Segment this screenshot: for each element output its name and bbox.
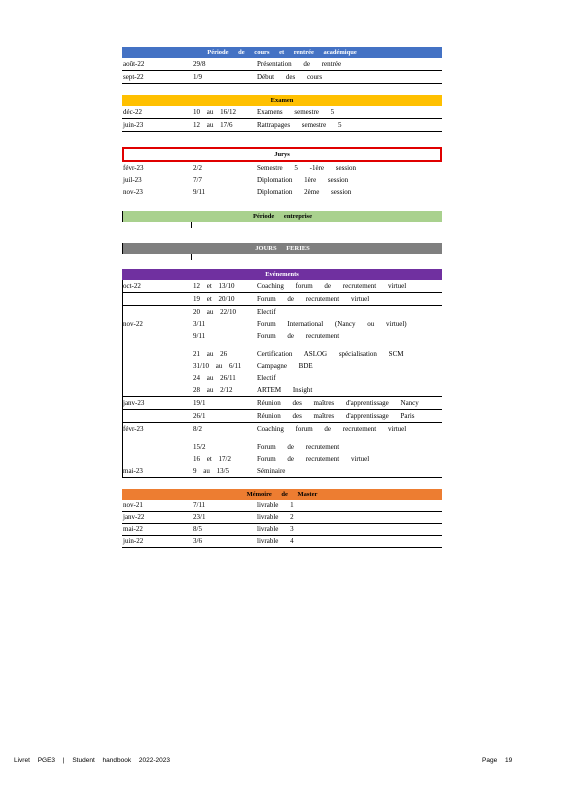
event-cell: Examens semestre 5 (257, 108, 335, 116)
row-marker (122, 330, 123, 342)
date-cell: 7/7 (193, 176, 202, 184)
table-row (122, 293, 442, 306)
section-feries-header: JOURS FERIES (122, 243, 442, 254)
event-cell: Rattrapages semestre 5 (257, 121, 342, 129)
section-evenements-header: Evénements (122, 269, 442, 280)
event-cell: Electif (257, 374, 276, 382)
table-row (122, 384, 442, 397)
event-cell: Réunion des maîtres d'apprentissage Nancy (257, 399, 419, 407)
section-jurys-header: Jurys (122, 147, 442, 162)
table-row (122, 512, 442, 524)
table-row (122, 318, 442, 330)
date-cell: 8/5 (193, 525, 202, 533)
table-row (122, 536, 442, 548)
month-cell: oct-22 (123, 282, 141, 290)
event-cell: livrable 4 (257, 537, 294, 545)
date-cell: 19 et 20/10 (193, 295, 235, 303)
event-cell: Début des cours (257, 73, 323, 81)
row-marker (122, 293, 123, 305)
event-cell: Semestre 5 -1ère session (257, 164, 357, 172)
table-row (122, 174, 442, 186)
event-cell: Coaching forum de recrutement virtuel (257, 282, 407, 290)
date-cell: 9/11 (193, 332, 206, 340)
table-row (122, 119, 442, 132)
section-entreprise-header: Période entreprise (122, 211, 442, 222)
section-evenements (122, 269, 442, 478)
date-cell: 20 au 22/10 (193, 308, 237, 316)
section-jurys (122, 147, 442, 198)
date-cell: 12 au 17/6 (193, 121, 233, 129)
table-row (122, 410, 442, 423)
date-cell: 1/9 (193, 73, 202, 81)
event-cell: Electif (257, 308, 276, 316)
table-row (122, 186, 442, 198)
table-row (122, 162, 442, 174)
page-number: Page 19 (482, 757, 513, 764)
date-cell: 26/1 (193, 412, 206, 420)
event-cell: Forum International (Nancy ou virtuel) (257, 320, 407, 328)
table-row (122, 360, 442, 372)
section-memoire-header: Mémoire de Master (122, 489, 442, 500)
date-cell: 15/2 (193, 443, 206, 451)
row-marker (122, 372, 123, 384)
section-feries (122, 243, 442, 260)
table-row (122, 423, 442, 435)
column-divider (191, 254, 192, 260)
date-cell: 8/2 (193, 425, 202, 433)
table-row (122, 71, 442, 84)
month-cell: déc-22 (123, 108, 143, 116)
table-row (122, 106, 442, 119)
date-cell: 21 au 26 (193, 350, 228, 358)
event-cell: Présentation de rentrée (257, 60, 342, 68)
table-row (122, 397, 442, 410)
month-cell: févr-23 (123, 164, 144, 172)
table-row (122, 372, 442, 384)
date-cell: 31/10 au 6/11 (193, 362, 242, 370)
section-periode (122, 47, 442, 84)
page-footer (14, 757, 514, 764)
row-marker (122, 360, 123, 372)
date-cell: 9/11 (193, 188, 206, 196)
month-cell: janv-22 (123, 513, 145, 521)
event-cell: Diplomation 2ème session (257, 188, 352, 196)
section-examen-header: Examen (122, 95, 442, 106)
date-cell: 28 au 2/12 (193, 386, 233, 394)
date-cell: 12 et 13/10 (193, 282, 235, 290)
event-cell: Certification ASLOG spécialisation SCM (257, 350, 404, 358)
event-cell: livrable 1 (257, 501, 294, 509)
spacer (122, 222, 442, 228)
table-row (122, 58, 442, 71)
table-row (122, 465, 442, 478)
date-cell: 19/1 (193, 399, 206, 407)
month-cell: nov-21 (123, 501, 143, 509)
table-row (122, 330, 442, 342)
row-marker (122, 384, 123, 396)
date-cell: 10 au 16/12 (193, 108, 237, 116)
month-cell: mai-23 (123, 467, 143, 475)
table-row (122, 280, 442, 293)
event-cell: Forum de recrutement virtuel (257, 295, 370, 303)
month-cell: juil-23 (123, 176, 142, 184)
event-cell: Forum de recrutement (257, 332, 340, 340)
month-cell: nov-23 (123, 188, 143, 196)
event-cell: Campagne BDE (257, 362, 313, 370)
table-row (122, 500, 442, 512)
section-entreprise (122, 211, 442, 228)
footer-handbook-title: Livret PGE3 | Student handbook 2022-2023 (14, 757, 171, 764)
date-cell: 7/11 (193, 501, 206, 509)
month-cell: mai-22 (123, 525, 143, 533)
month-cell: sept-22 (123, 73, 144, 81)
row-marker (122, 441, 123, 453)
month-cell: févr-23 (123, 425, 144, 433)
date-cell: 29/8 (193, 60, 206, 68)
event-cell: Diplomation 1ère session (257, 176, 349, 184)
table-row (122, 441, 442, 453)
month-cell: nov-22 (123, 320, 143, 328)
event-cell: Forum de recrutement virtuel (257, 455, 370, 463)
date-cell: 3/11 (193, 320, 206, 328)
date-cell: 16 et 17/2 (193, 455, 231, 463)
column-divider (191, 222, 192, 228)
date-cell: 9 au 13/5 (193, 467, 230, 475)
row-marker (122, 306, 123, 318)
event-cell: livrable 3 (257, 525, 294, 533)
event-cell: Réunion des maîtres d'apprentissage Paris (257, 412, 415, 420)
date-cell: 23/1 (193, 513, 206, 521)
date-cell: 24 au 26/11 (193, 374, 236, 382)
row-marker (122, 348, 123, 360)
event-cell: ARTEM Insight (257, 386, 313, 394)
section-periode-header: Période de cours et rentrée académique (122, 47, 442, 58)
section-examen (122, 95, 442, 132)
month-cell: août-22 (123, 60, 145, 68)
month-cell: juin-23 (123, 121, 144, 129)
section-memoire (122, 489, 442, 548)
table-row (122, 524, 442, 536)
table-row (122, 453, 442, 465)
row-marker (122, 410, 123, 422)
event-cell: Forum de recrutement (257, 443, 340, 451)
month-cell: juin-22 (123, 537, 144, 545)
event-cell: livrable 2 (257, 513, 294, 521)
spacer (122, 254, 442, 260)
date-cell: 2/2 (193, 164, 202, 172)
table-row (122, 306, 442, 318)
date-cell: 3/6 (193, 537, 202, 545)
event-cell: Séminaire (257, 467, 286, 475)
row-marker (122, 453, 123, 465)
event-cell: Coaching forum de recrutement virtuel (257, 425, 407, 433)
month-cell: janv-23 (123, 399, 145, 407)
table-row (122, 348, 442, 360)
